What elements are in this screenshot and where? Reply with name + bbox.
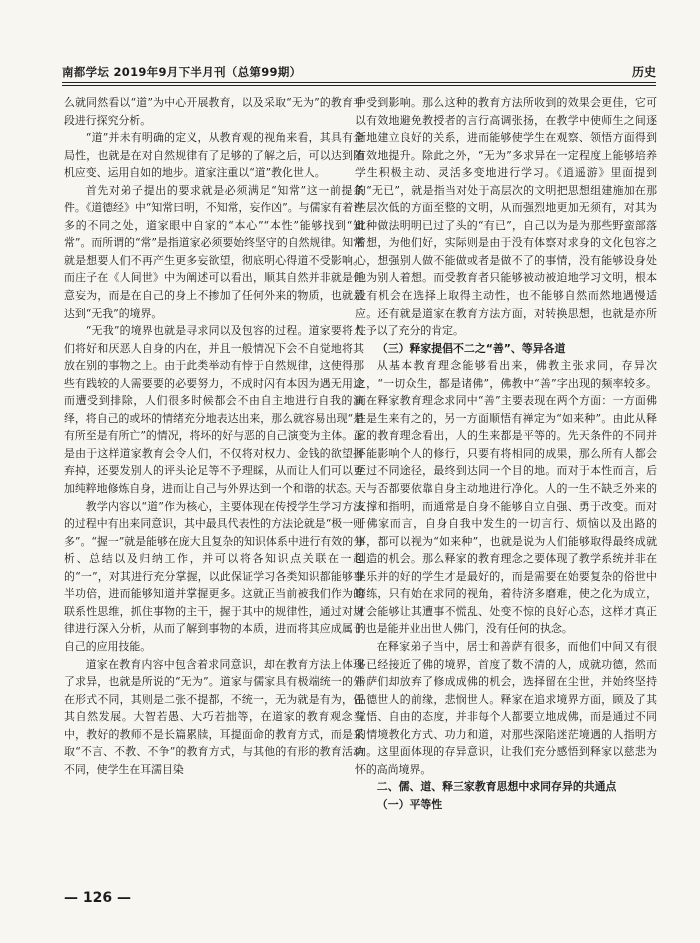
left-column [64, 94, 364, 778]
running-header [62, 56, 656, 80]
header-rule-thin [62, 85, 656, 86]
section-heading: （三）释家提倡不二之“善”、等异各道 [376, 341, 566, 355]
paragraph: 首先对弟子提出的要求就是必须满足“知常”这一前提条件。《道德经》中“知常曰明，不知常，妄作凶”。与儒家有着许多的不同之处，道家眼中自家的“本心”“本性”能够找到“知常”。而所谓的“常”是指道家必须要始终坚守的自然规律。知常就是想要人们不再产生更多妄欲望，彻底明心得道不受影响。而庄子在《人间世》中为阐述可以看出，顺其自然并非就是任意妄为，而是在自己的身上不掺加了任何外来的物质，也就是达到“无我”的境界。 [64, 183, 364, 320]
paragraph: “道”并未有明确的定义，从教育观的视角来看，其具有全局性，也就是在对自然规律有了足够的了解之后，可以达到随机应变、运用自如的地步。道家注重以“道”教化世人。 [64, 131, 364, 180]
journal-title: 南都学坛 2019年9月下半月刊（总第99期） [62, 65, 302, 79]
paragraph: 中受到影响。那么这种的教育方法所收到的效果会更佳，它可以有效地避免教授者的言行高调张扬，在教学中使师生之间逐渐地建立良好的关系，进而能够使学生在观察、领悟方面得到有效地提升。除此之外，“无为”多求异在一定程度上能够培养学生积极主动、灵活多变地进行学习。《逍遥游》里面提到的“无已”，就是指当对处于高层次的文明把思想组建施加在那些层次低的方面至整的文明，从而强烈地更加无须有，对其为此种做法明明已过了头的“有已”，自己以为是为那些野蛮部落着想，为他们好，实际则是由于没有体察对求身的文化包容之心，想强别人做不能做或者是做不了的事情，没有能够设身处地为别人着想。而受教育者只能够被动被迫地学习文明，根本没有机会在选择上取得主动性，也不能够自然而然地遇慢适应。还有就是道家在教育方法方面，对转换思想，也就是亦所性予以了充分的肯定。 [355, 96, 657, 338]
right-column [355, 94, 657, 813]
paragraph: 从基本教育理念能够看出来，佛教主张求同，存异次之，“一切众生，都是诸佛”，佛教中“善”字出现的频率较多。而在释家教育理念求同中“善”主要表现在两个方面：一方面佛性是生来有之的，另一方面顺悟有禅定为“如来种”。由此从释家的教育理念看出，人的生来都是平等的。先天条件的不同并不能影响个人的修行，只要有将相同的成果，那么所有人都会至过不同途径，最终到达同一个目的地。而对于本性而言，后天与否都要依靠自身主动地进行净化。人的一生不缺乏外来的支撑和指明，而通常是自身不能够自立自强、勇于改变。而对于佛家而言，自身自我中发生的一切言行、烦恼以及出路的事，都可以视为“如来种”，也就是说为人们能够取得最终成就创造的机会。那么释家的教育理念之要体现了教学系统并非在坐乐并的好的学生才是最好的，而是需要在始要复杂的俗世中磨练，只有始在求同的视角，着待济多磨难，使之化为成立，才会能够让其遭事不慌乱、处变不惊的良好心态，这样才真正的也是能并业出世人佛门，没有任何的执念。 [355, 359, 657, 636]
paragraph: “无我”的境界也就是寻求同以及包容的过程。道家要将人们将好和厌恶人自身的内在，并且一般情况下会不自觉地将其放在别的事物之上。由于此类举动有悖于自然规律，这使得那些有践较的人需要要的必要努力，不成时闪有本因为遇无用途而遭受到排除，人们很多时候都会不由自主地进行自我的演绎，将自己的或坏的情绪充分地表达出来，那么就容易出现“是有所至是有所亡”的情况，将坏的好与恶的自己演变为主体。正是由于这样道家教育会令人们，不仅将对权力、金钱的欲望摒弃掉，还要发别人的评头论足等不予理睬，从而让人们可以更加纯粹地修炼自身，进而让自己与外界达到一个和谐的状态。 [64, 324, 364, 496]
section-heading: （一）平等性 [376, 797, 443, 811]
section-name: 历史 [631, 65, 656, 79]
paragraph: 在释家弟子当中，居士和善萨有很多，而他们中间又有很多已经接近了佛的境界，首度了数不清的人，成就功德，然而善萨们却放弃了修成成佛的机会，选择留在尘世，并始终坚持品德世人的前缘，悲悯世人。释家在追求境界方面，顾及了其觉悟、自由的态度，并非每个人都要立地成佛，而是通过不同的情境教化方式、功力和道，对那些深陷迷茫境遇的人指明方向。这里面体现的存异意识，让我们充分感悟到释家以慈悲为怀的高尚境界。 [355, 639, 657, 776]
paragraph: 道家在教育内容中包含着求同意识，却在教育方法上体现了求异，也就是所说的“无为”。道家与儒家具有极端统一的外在形式不同，其则是二张不提都，不统一，无为就是有为，任其自然发展。大智若愚、大巧若拙等，在道家的教育观念当中，教好的教师不是长篇累牍，耳提面命的教育方式，而是采取“不言、不教、不争”的教育方式，与其他的有形的教育活动不同，使学生在耳濡目染 [64, 657, 364, 776]
page-number: — 126 — [64, 890, 131, 906]
paragraph: 教学内容以“道”作为核心，主要体现在传授学生学习方法的过程中有出来同意识，其中最具代表性的方法论就是“极一则多”。“握一”就是能够在庞大且复杂的知识体系中进行有效的分析、总结以及归纳工作，并可以将各知识点关联在一起的“一”，对其进行充分掌握，以此保证学习各类知识都能够事半功倍，进而能够知道并掌握更多。这就正当前被我们作为的联系性思维，抓住事物的主干，握于其中的规律性，通过对规律进行深入分析，从而了解到事物的本质，进而将其应成属于自己的应用技能。 [64, 499, 364, 653]
section-heading: 二、儒、道、释三家教育思想中求同存异的共通点 [376, 780, 617, 794]
header-rule-thick [62, 82, 656, 83]
paragraph: 么就同然看以“道”为中心开展教育，以及采取“无为”的教育手段进行探究分析。 [64, 96, 364, 127]
